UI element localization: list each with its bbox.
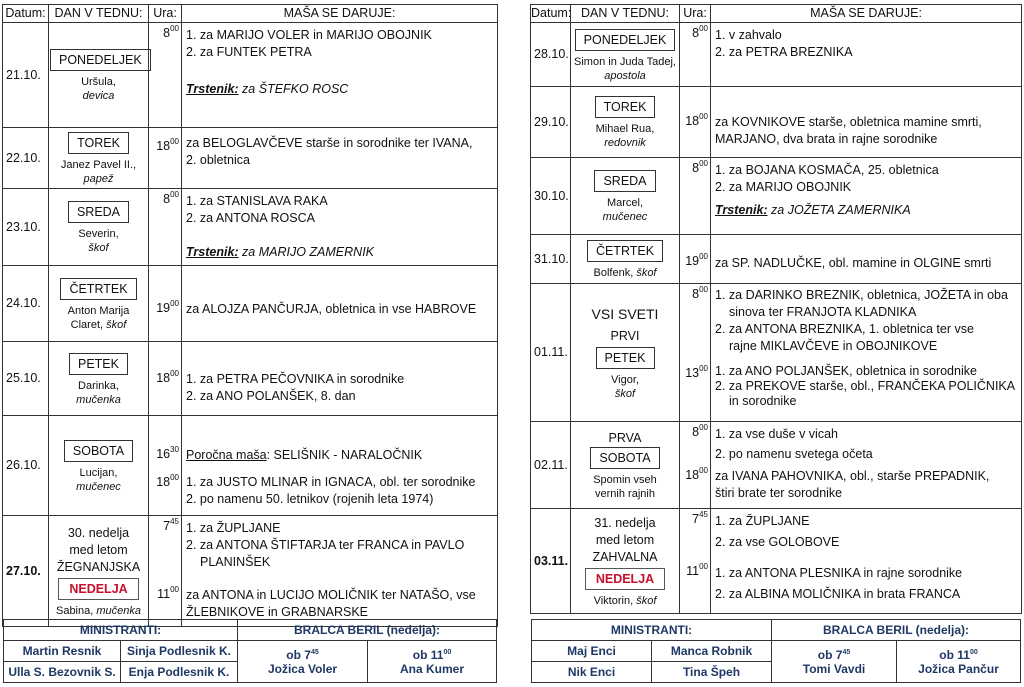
mass-time: $19^{00}$ xyxy=(156,299,179,315)
day-row: 01.11. VSI SVETI PRVI PETEK Vigor, škof $8^{00}$ $13^{00}$ 1. za DARINKO BREZNIK, obletnica, JOŽETA in oba sinova ter FRANJOTA KLADNIKA 2. za ANTONA BREZNIKA, 1. obletnica ter vse rajne MIKLAVČEVE in OBOJNIKOVE 1. za ANO POLJANŠEK, obletnica in sorodnike 2. za PREKOVE starše, obl., FRANČEKA POLIČNIKA in sorodnike xyxy=(531,284,1022,422)
saint-role: škof xyxy=(88,242,109,254)
saint: Janez Pavel II., xyxy=(60,159,137,171)
ministrant: Nik Enci xyxy=(532,662,652,683)
day-row xyxy=(3,23,498,128)
header-dan: DAN V TEDNU: xyxy=(571,5,680,23)
date: 22.10. xyxy=(3,128,49,189)
feast-title: PRVA xyxy=(608,430,642,445)
mass-time: $8^{00}$ xyxy=(692,285,708,301)
day-row xyxy=(3,128,498,189)
schedule-left xyxy=(2,4,498,627)
saint: Anton Marija xyxy=(67,304,130,317)
saint-role: škof xyxy=(614,388,636,400)
ministranti-label: MINISTRANTI: xyxy=(532,620,772,641)
saint: Mihael Rua, xyxy=(595,123,655,135)
mass-time: $18^{00}$ xyxy=(685,466,708,482)
day-row xyxy=(531,235,1022,284)
intention: 2. za ANO POLANŠEK, 8. dan xyxy=(186,389,356,403)
mass-time: $7^{45}$ xyxy=(692,510,708,526)
date: 24.10. xyxy=(3,266,49,342)
schedule-right xyxy=(530,4,1022,614)
mass-time: $7^{45}$ xyxy=(163,517,179,533)
intention: rajne MIKLAVČEVE in OBOJNIKOVE xyxy=(729,339,938,353)
intention: za IVANA PAHOVNIKA, obl., starše PREPADNIK, xyxy=(715,469,990,483)
intention: 1. za ŽUPLJANE xyxy=(715,514,810,528)
day-name: ČETRTEK xyxy=(587,240,663,262)
intention: PLANINŠEK xyxy=(200,555,271,569)
trstenik-line: Trstenik: za ŠTEFKO ROSC xyxy=(186,82,349,96)
day-row: 03.11. 31. nedelja med letom ZAHVALNA NEDELJA Viktorin, škof $7^{45}$ $11^{00}$ 1. za ŽUPLJANE 2. za vse GOLOBOVE 1. za ANTONA PLESNIKA in rajne sorodnike 2. za ALBINA MOLIČNIKA in brata FRANCA xyxy=(531,509,1022,614)
saint: Bolfenk, xyxy=(593,267,634,279)
intention: 2. za ANTONA ŠTIFTARJA ter FRANCA in PAVLO xyxy=(186,538,465,552)
mass-time: $18^{00}$ xyxy=(685,112,708,128)
header-row xyxy=(531,5,1022,23)
date: 21.10. xyxy=(3,23,49,128)
saint: Vigor, xyxy=(611,374,639,386)
day-row: 24.10. ČETRTEK Anton Marija Claret, škof $19^{00}$ za ALOJZA PANČURJA, obletnica in vse HABROVE xyxy=(3,266,498,342)
date: 02.11. xyxy=(531,422,571,509)
intention: sinova ter FRANJOTA KLADNIKA xyxy=(729,305,917,319)
mass-time: $11^{00}$ xyxy=(686,562,708,578)
day-row xyxy=(3,342,498,416)
day-name: TOREK xyxy=(68,132,129,154)
intention: 2. za FUNTEK PETRA xyxy=(186,45,312,59)
date: 03.11. xyxy=(531,509,571,614)
intention: 1. za vse duše v vicah xyxy=(715,427,838,441)
wedding-line: Poročna maša: SELIŠNIK - NARALOČNIK xyxy=(186,448,423,462)
day-row xyxy=(3,189,498,266)
ministranti-left xyxy=(3,619,497,683)
header-ura: Ura: xyxy=(149,5,182,23)
intention: 2. obletnica xyxy=(186,153,250,167)
ministrant: Maj Enci xyxy=(532,641,652,662)
header-masa: MAŠA SE DARUJE: xyxy=(182,5,498,23)
saint: Darinka, xyxy=(78,379,119,392)
reader-cell: ob $11^{00}$ Ana Kumer xyxy=(368,641,497,683)
saint-role: mučenec xyxy=(602,211,648,223)
saint: Lucijan, xyxy=(79,466,118,479)
mass-time: $16^{30}$ xyxy=(156,445,179,461)
day-name: NEDELJA xyxy=(585,568,665,590)
intention: za KOVNIKOVE starše, obletnica mamine smrti, xyxy=(715,115,982,129)
saint-role: apostola xyxy=(604,69,646,82)
intention: 2. za ALBINA MOLIČNIKA in brata FRANCA xyxy=(715,587,961,601)
mass-time: $8^{00}$ xyxy=(692,423,708,439)
saint: Severin, xyxy=(78,228,119,240)
intention: za ALOJZA PANČURJA, obletnica in vse HABROVE xyxy=(186,302,477,316)
intention: in sorodnike xyxy=(729,394,797,408)
day-row xyxy=(531,23,1022,87)
intention: 1. za ŽUPLJANE xyxy=(186,521,281,535)
sunday-title: 30. nedelja xyxy=(67,525,130,540)
intention: 1. za BOJANA KOSMAČA, 25. obletnica xyxy=(715,163,939,177)
intention: 1. za MARIJO VOLER in MARIJO OBOJNIK xyxy=(186,28,432,42)
day-name: SREDA xyxy=(594,170,655,192)
mass-time: $18^{00}$ xyxy=(156,473,179,489)
ministranti-right xyxy=(531,619,1021,683)
intention: 1. za ANTONA PLESNIKA in rajne sorodnike xyxy=(715,566,963,580)
trstenik-line: Trstenik: za MARIJO ZAMERNIK xyxy=(186,245,375,259)
saint: Simon in Juda Tadej, xyxy=(574,55,676,68)
header-datum: Datum: xyxy=(531,5,571,23)
saint-role: škof xyxy=(636,594,657,607)
mass-time: $11^{00}$ xyxy=(157,585,179,601)
ministrant: Enja Podlesnik K. xyxy=(121,662,238,683)
saint-role: redovnik xyxy=(604,137,646,149)
intention: 2. po namenu svetega očeta xyxy=(715,447,873,461)
saint: Viktorin, xyxy=(593,594,634,607)
day-name: SOBOTA xyxy=(590,447,659,469)
saint-role: devica xyxy=(82,90,115,102)
header-datum: Datum: xyxy=(3,5,49,23)
mass-time: $8^{00}$ xyxy=(163,190,179,206)
trstenik-line: Trstenik: za JOŽETA ZAMERNIKA xyxy=(715,203,911,217)
ministrant: Tina Špeh xyxy=(652,662,772,683)
intention: za SP. NADLUČKE, obl. mamine in OLGINE smrti xyxy=(715,256,992,270)
date: 31.10. xyxy=(531,235,571,284)
day-name: PONEDELJEK xyxy=(50,49,151,71)
mass-time: $8^{00}$ xyxy=(163,24,179,40)
day-name: PONEDELJEK xyxy=(575,29,676,51)
ministranti-label: MINISTRANTI: xyxy=(4,620,238,641)
day-name: SREDA xyxy=(68,201,129,223)
saint-role: škof xyxy=(636,267,657,279)
day-name: TOREK xyxy=(595,96,656,118)
day-row: 02.11. PRVA SOBOTA Spomin vseh vernih rajnih $8^{00}$ $18^{00}$ 1. za vse duše v vicah 2. po namenu svetega očeta za IVANA PAHOVNIKA, obl., starše PREPADNIK, štiri brate ter sorodnike xyxy=(531,422,1022,509)
intention: 1. v zahvalo xyxy=(715,28,782,42)
mass-time: $19^{00}$ xyxy=(685,252,708,268)
intention: 2. za vse GOLOBOVE xyxy=(715,535,840,549)
mass-time: $8^{00}$ xyxy=(692,159,708,175)
mass-time: $8^{00}$ xyxy=(692,24,708,40)
intention: za BELOGLAVČEVE starše in sorodnike ter IVANA, xyxy=(186,136,473,150)
reader-cell: ob $7^{45}$ Jožica Voler xyxy=(238,641,368,683)
date: 30.10. xyxy=(531,158,571,235)
day-name: PETEK xyxy=(596,347,655,369)
sunday-title: 31. nedelja xyxy=(594,515,656,530)
ministrant: Manca Robnik xyxy=(652,641,772,662)
intention: ŽLEBNIKOVE in GRABNARSKE xyxy=(186,605,369,619)
feast-title: VSI SVETI xyxy=(591,306,659,322)
day-name: ČETRTEK xyxy=(60,278,136,300)
day-name: NEDELJA xyxy=(58,578,138,600)
mass-time: $18^{00}$ xyxy=(156,137,179,153)
date: 26.10. xyxy=(3,416,49,516)
intention: štiri brate ter sorodnike xyxy=(715,486,843,500)
mass-time: $13^{00}$ xyxy=(685,364,708,380)
reader-cell: ob $11^{00}$ Jožica Pančur xyxy=(897,641,1021,683)
intention: za ANTONA in LUCIJO MOLIČNIK ter NATAŠO, vse xyxy=(186,588,476,602)
day-row xyxy=(3,416,498,516)
day-row xyxy=(531,87,1022,158)
day-row xyxy=(531,158,1022,235)
intention: 1. za DARINKO BREZNIK, obletnica, JOŽETA in oba xyxy=(715,288,1008,302)
saint-role: papež xyxy=(83,173,114,185)
reader-cell: ob $7^{45}$ Tomi Vavdi xyxy=(772,641,897,683)
header-ura: Ura: xyxy=(680,5,711,23)
saint: Sabina, xyxy=(55,604,94,617)
intention: 2. za PETRA BREZNIKA xyxy=(715,45,853,59)
ministrant: Martin Resnik xyxy=(4,641,121,662)
date: 23.10. xyxy=(3,189,49,266)
intention: 2. za ANTONA BREZNIKA, 1. obletnica ter vse xyxy=(715,322,974,336)
intention: 1. za STANISLAVA RAKA xyxy=(186,194,328,208)
intention: 1. za ANO POLJANŠEK, obletnica in sorodnike xyxy=(715,364,977,378)
date: 29.10. xyxy=(531,87,571,158)
intention: 2. za MARIJO OBOJNIK xyxy=(715,180,852,194)
saint: Spomin vseh xyxy=(593,473,657,486)
intention: 1. za JUSTO MLINAR in IGNACA, obl. ter sorodnike xyxy=(186,475,476,489)
intention: 2. za PREKOVE starše, obl., FRANČEKA POLIČNIKA xyxy=(715,379,1016,393)
saint-role: škof xyxy=(106,318,127,331)
ministrant: Sinja Podlesnik K. xyxy=(121,641,238,662)
intention: MARJANO, dva brata in rajne sorodnike xyxy=(715,132,938,146)
header-row xyxy=(3,5,498,23)
saint: Uršula, xyxy=(81,76,116,88)
date: 01.11. xyxy=(531,284,571,422)
header-masa: MAŠA SE DARUJE: xyxy=(711,5,1022,23)
bralca-label: BRALCA BERIL (nedelja): xyxy=(238,620,497,641)
intention: 2. po namenu 50. letnikov (rojenih leta 1974) xyxy=(186,492,434,506)
bralca-label: BRALCA BERIL (nedelja): xyxy=(772,620,1021,641)
saint-role: mučenec xyxy=(76,480,121,493)
saint-role: mučenka xyxy=(96,604,141,617)
day-name: SOBOTA xyxy=(64,440,133,462)
intention: 1. za PETRA PEČOVNIKA in sorodnike xyxy=(186,372,405,386)
day-row: 27.10. 30. nedelja med letom ŽEGNANJSKA NEDELJA Sabina, mučenka $7^{45}$ $11^{00}$ 1. za ŽUPLJANE 2. za ANTONA ŠTIFTARJA ter FRANCA in PAVLO PLANINŠEK za ANTONA in LUCIJO MOLIČNIK ter NATAŠO, vse ŽLEBNIKOVE in GRABNARSKE xyxy=(3,516,498,627)
saint-role: mučenka xyxy=(76,393,121,406)
date: 27.10. xyxy=(3,516,49,627)
day-name: PETEK xyxy=(69,353,128,375)
mass-time: $18^{00}$ xyxy=(156,369,179,385)
date: 28.10. xyxy=(531,23,571,87)
saint: Marcel, xyxy=(606,197,644,209)
ministrant: Ulla S. Bezovnik S. xyxy=(4,662,121,683)
intention: 2. za ANTONA ROSCA xyxy=(186,211,315,225)
header-dan: DAN V TEDNU: xyxy=(49,5,149,23)
date: 25.10. xyxy=(3,342,49,416)
